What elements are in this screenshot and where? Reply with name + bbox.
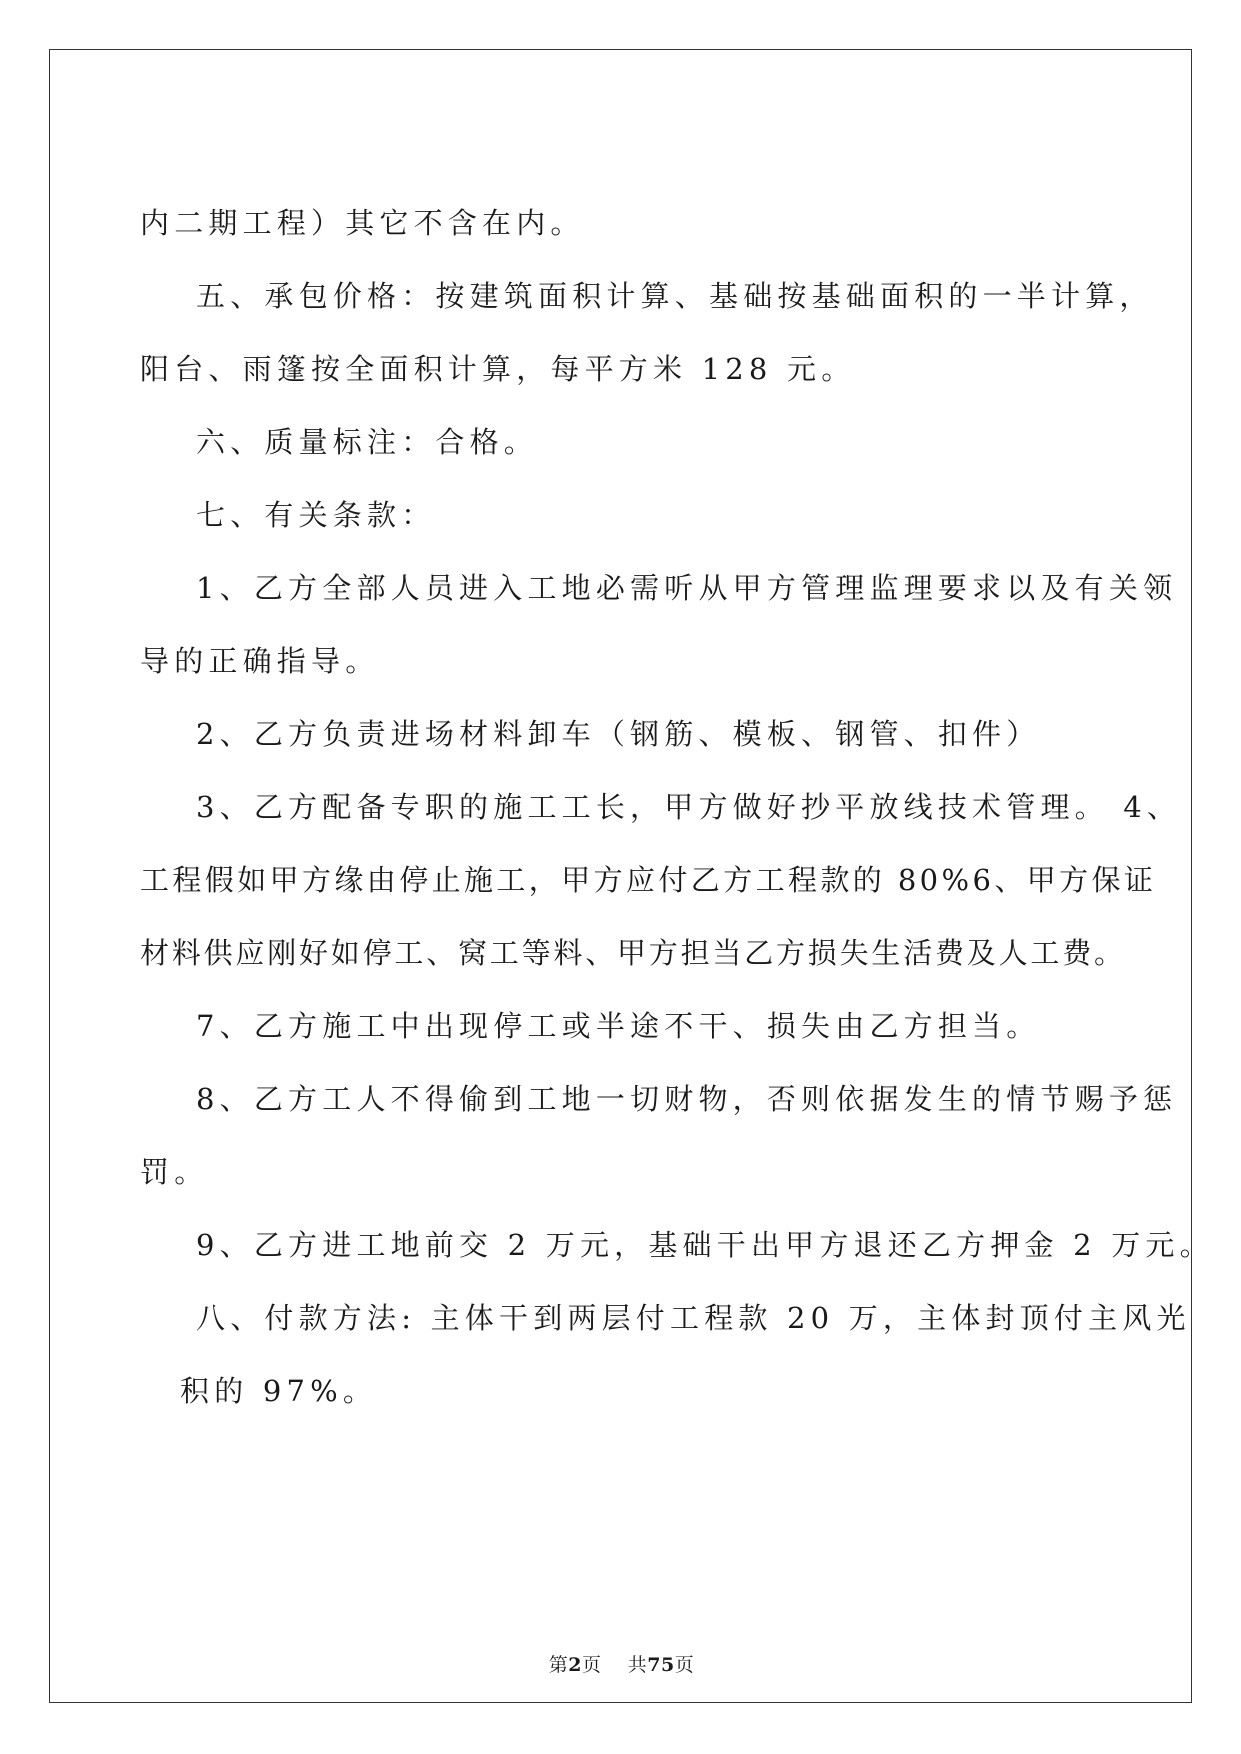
footer-total-prefix: 共 (627, 1654, 648, 1676)
footer-page-prefix: 第 (548, 1654, 569, 1676)
text-line-1: 内二期工程）其它不含在内。 (140, 206, 585, 240)
text-line-6: 1、乙方全部人员进入工地必需听从甲方管理监理要求以及有关领 (196, 571, 1178, 605)
text-line-17: 积的 97%。 (180, 1374, 378, 1408)
text-line-16: 八、付款方法: 主体干到两层付工程款 20 万，主体封顶付主风光 (196, 1301, 1191, 1335)
text-line-4: 六、质量标注：合格。 (196, 425, 539, 459)
footer-page-suffix: 页 (582, 1654, 602, 1676)
text-line-10: 工程假如甲方缘由停止施工，甲方应付乙方工程款的 80%6、甲方保证 (140, 863, 1157, 897)
text-line-3: 阳台、雨篷按全面积计算，每平方米 128 元。 (140, 352, 856, 386)
text-line-7: 导的正确指导。 (140, 644, 380, 678)
text-line-9: 3、乙方配备专职的施工工长，甲方做好抄平放线技术管理。 4、 (196, 790, 1182, 824)
text-line-15: 9、乙方进工地前交 2 万元，基础干出甲方退还乙方押金 2 万元。 (196, 1228, 1214, 1262)
page-frame (49, 49, 1214, 1703)
footer-page-number: 2 (568, 1654, 583, 1676)
text-line-14: 罚。 (140, 1155, 209, 1189)
text-line-12: 7、乙方施工中出现停工或半途不干、损失由乙方担当。 (196, 1009, 1041, 1043)
text-line-5: 七、有关条款： (196, 498, 436, 532)
footer-total-suffix: 页 (674, 1654, 695, 1676)
text-line-11: 材料供应刚好如停工、窝工等料、甲方担当乙方损失生活费及人工费。 (140, 936, 1126, 970)
text-line-13: 8、乙方工人不得偷到工地一切财物，否则依据发生的情节赐予惩 (196, 1082, 1178, 1116)
footer-total-pages: 75 (647, 1654, 675, 1676)
page-footer (50, 1653, 1193, 1677)
text-line-8: 2、乙方负责进场材料卸车（钢筋、模板、钢管、扣件） (196, 717, 1041, 751)
text-line-2: 五、承包价格：按建筑面积计算、基础按基础面积的一半计算， (196, 279, 1154, 313)
